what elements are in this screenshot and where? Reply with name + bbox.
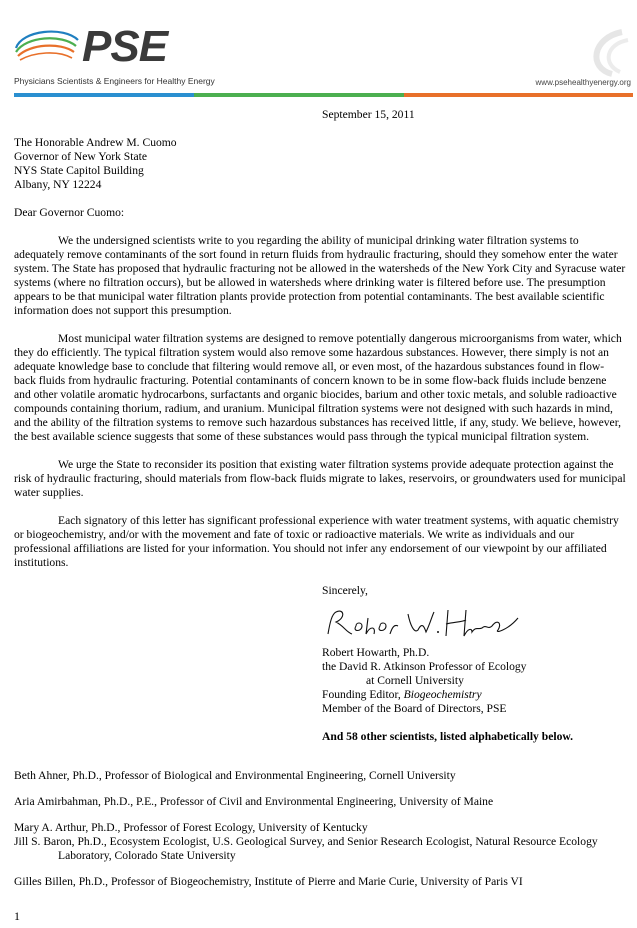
recipient-line: Albany, NY 12224 bbox=[14, 178, 102, 191]
letterhead bbox=[0, 0, 637, 100]
handwritten-signature bbox=[322, 604, 522, 644]
signatory-entry: Jill S. Baron, Ph.D., Ecosystem Ecologist, U.S. Geological Survey, and Senior Research Ecologist, Natural Resource Ecology Laboratory, Colorado State University bbox=[14, 835, 598, 862]
letter-body bbox=[14, 108, 626, 744]
letter-date: September 15, 2011 bbox=[322, 108, 415, 121]
website: www.psehealthyenergy.org bbox=[535, 78, 631, 87]
signer-title: the David R. Atkinson Professor of Ecology bbox=[322, 660, 527, 673]
paragraph: Most municipal water filtration systems are designed to remove potentially dangerous microorganisms from water, which they do efficiently. The typical filtration system would also remove some hazardous substances. However, there simply is not an adequate knowledge base to conclude that filtering would remove all, or even most, of the hazardous substances found in flow-back fluids from hydraulic fracturing. Potential contaminants of concern known to be in some flow-back fluids include benzene and other volatile aromatic hydrocarbons, surfactants and organic biocides, barium and other toxic metals, and soluble radioactive compounds containing thorium, radium, and uranium. Municipal filtration systems were not designed with such hazards in mind, and the ability of the filtration systems to remove such hazardous substances has received little, if any, study. We believe, however, the best available science suggests that some of these substances would pass through the typical municipal filtration system. bbox=[14, 332, 622, 443]
recipient-address bbox=[14, 136, 626, 192]
tagline: Physicians Scientists & Engineers for Healthy Energy bbox=[14, 76, 215, 86]
signer-affiliation: at Cornell University bbox=[366, 674, 464, 687]
editor-journal: Biogeochemistry bbox=[403, 688, 482, 701]
editor-prefix: Founding Editor, bbox=[322, 688, 404, 701]
signatory-list bbox=[14, 769, 626, 901]
signer-name: Robert Howarth, Ph.D. bbox=[322, 646, 430, 659]
salutation: Dear Governor Cuomo: bbox=[14, 206, 125, 219]
swoosh-icon bbox=[582, 28, 632, 78]
signatory-entry: Aria Amirbahman, Ph.D., P.E., Professor of Civil and Environmental Engineering, University of Maine bbox=[14, 795, 494, 808]
paragraph: Each signatory of this letter has significant professional experience with water treatment systems, with aquatic chemistry or biogeochemistry, and/or with the movement and fate of toxic or radioactive materials. We write as individuals and our professional affiliations are listed for your information. You should not infer any endorsement of our viewpoint by our affiliated institutions. bbox=[14, 514, 619, 569]
recipient-line: Governor of New York State bbox=[14, 150, 147, 163]
paragraph: We urge the State to reconsider its position that existing water filtration systems provide adequate protection against the risk of hydraulic fracturing, should materials from flow-back fluids migrate to lakes, reservoirs, or groundwaters used for municipal water supplies. bbox=[14, 458, 626, 499]
page-number: 1 bbox=[14, 909, 20, 923]
logo-text: PSE bbox=[82, 22, 168, 71]
signatory-entry: Gilles Billen, Ph.D., Professor of Biogeochemistry, Institute of Pierre and Marie Curie, University of Paris VI bbox=[14, 875, 523, 888]
pse-logo-icon bbox=[12, 26, 82, 70]
closing: Sincerely, bbox=[322, 584, 368, 597]
recipient-line: The Honorable Andrew M. Cuomo bbox=[14, 136, 177, 149]
signature-block bbox=[322, 584, 626, 744]
signer-editor bbox=[322, 688, 626, 702]
header-rule bbox=[14, 93, 633, 97]
signatory-entry: Beth Ahner, Ph.D., Professor of Biological and Environmental Engineering, Cornell University bbox=[14, 769, 456, 782]
recipient-line: NYS State Capitol Building bbox=[14, 164, 144, 177]
signer-board: Member of the Board of Directors, PSE bbox=[322, 702, 507, 715]
paragraph: We the undersigned scientists write to you regarding the ability of municipal drinking water filtration systems to adequately remove contaminants of the sort found in return fluids from hydraulic fracturing, should they somehow enter the water system. The State has proposed that hydraulic fracturing not be allowed in the watersheds of the New York City and Syracuse water systems (where no filtration occurs), but be allowed in watersheds where drinking water is filtered before use. The presumption appears to be that municipal water filtration plants provide protection from potential contaminants. The best available scientific information does not support this presumption. bbox=[14, 234, 626, 317]
other-signatories-note: And 58 other scientists, listed alphabetically below. bbox=[322, 730, 573, 743]
signatory-entry: Mary A. Arthur, Ph.D., Professor of Forest Ecology, University of Kentucky bbox=[14, 821, 368, 834]
